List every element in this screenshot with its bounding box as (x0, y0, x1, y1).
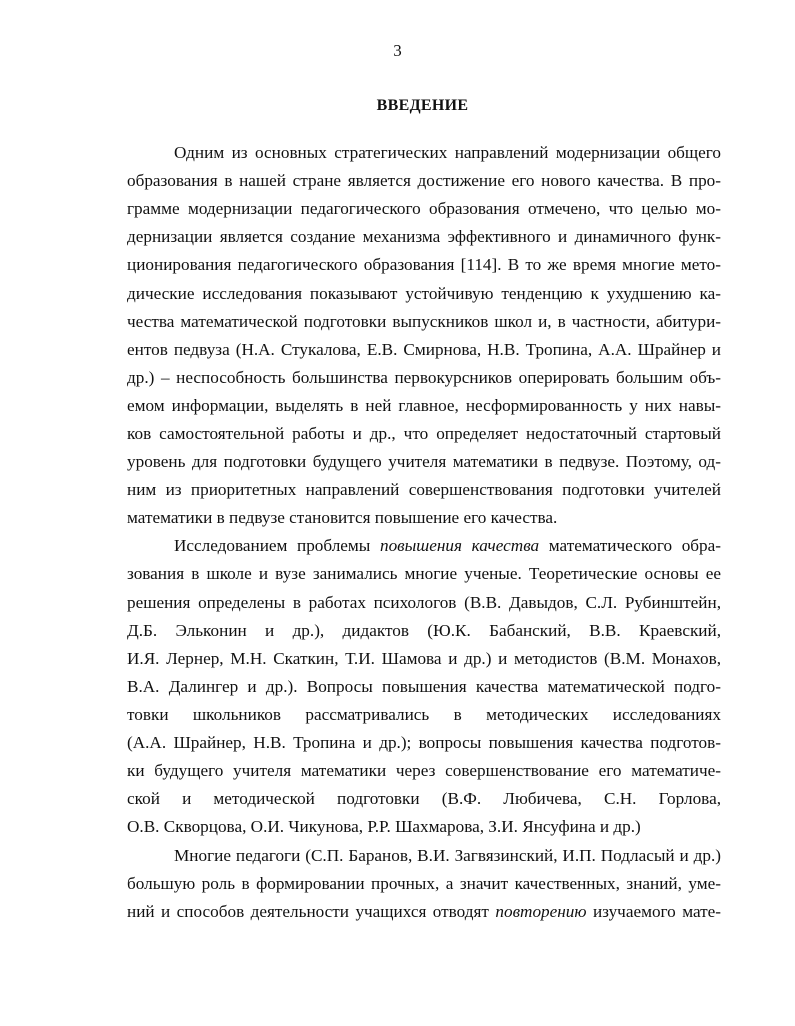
text-run: ний и способов деятельности учащихся отводят (127, 902, 496, 921)
paragraph-2-line (174, 535, 721, 557)
paragraph-2-line: И.Я. Лернер, М.Н. Скаткин, Т.И. Шамова и др.) и методистов (В.М. Монахов, (127, 649, 721, 668)
paragraph-1-line: грамме модернизации педагогического образования отмечено, что целью мо- (127, 199, 721, 218)
paragraph-2-line: (А.А. Шрайнер, Н.В. Тропина и др.); вопросы повышения качества подготов- (127, 733, 721, 752)
paragraph-1-line: математики в педвузе становится повышение его качества. (127, 508, 558, 527)
paragraph-1-line: ционирования педагогического образования [114]. В то же время многие мето- (127, 255, 721, 274)
paragraph-1-line: ентов педвуза (Н.А. Стукалова, Е.В. Смирнова, Н.В. Тропина, А.А. Шрайнер и (127, 340, 721, 359)
text-run: изучаемого мате- (586, 902, 721, 921)
paragraph-2-line: зования в школе и вузе занимались многие ученые. Теоретические основы ее (127, 564, 721, 583)
paragraph-3-line: Многие педагоги (С.П. Баранов, В.И. Загвязинский, И.П. Подласый и др.) (174, 846, 721, 865)
page-number: 3 (393, 41, 402, 60)
paragraph-1-line: ним из приоритетных направлений совершенствования подготовки учителей (127, 480, 721, 499)
paragraph-1-line: дернизации является создание механизма эффективного и динамичного функ- (127, 227, 721, 246)
paragraph-1-line: Одним из основных стратегических направлений модернизации общего (174, 143, 721, 162)
paragraph-2-line: ской и методической подготовки (В.Ф. Любичева, С.Н. Горлова, (127, 789, 721, 808)
paragraph-1-line: уровень для подготовки будущего учителя математики в педвузе. Поэтому, од- (127, 452, 721, 471)
paragraph-1-line: ков самостоятельной работы и др., что определяет недостаточный стартовый (127, 424, 721, 443)
paragraph-2-line: ки будущего учителя математики через совершенствование его математиче- (127, 761, 721, 780)
paragraph-2-line: В.А. Далингер и др.). Вопросы повышения качества математической подго- (127, 677, 721, 696)
paragraph-2-line: товки школьников рассматривались в методических исследованиях (127, 705, 721, 724)
paragraph-3-line: большую роль в формировании прочных, а значит качественных, знаний, уме- (127, 874, 721, 893)
text-run: Исследованием проблемы (174, 536, 380, 555)
paragraph-1-line: чества математической подготовки выпускников школ и, в частности, абитури- (127, 312, 721, 331)
paragraph-1-line: дические исследования показывают устойчивую тенденцию к ухудшению ка- (127, 284, 721, 303)
paragraph-1-line: образования в нашей стране является достижение его нового качества. В про- (127, 171, 721, 190)
paragraph-2-line: О.В. Скворцова, О.И. Чикунова, Р.Р. Шахмарова, З.И. Янсуфина и др.) (127, 817, 641, 836)
section-heading: ВВЕДЕНИЕ (376, 97, 469, 114)
paragraph-1-line: емом информации, выделять в ней главное, несформированность у них навы- (127, 396, 721, 415)
emphasized-term: повторению (495, 902, 587, 921)
paragraph-3-line (127, 901, 721, 923)
paragraph-1-line: др.) – неспособность большинства первокурсников оперировать большим объ- (127, 368, 721, 387)
paragraph-2-line: решения определены в работах психологов (В.В. Давыдов, С.Л. Рубинштейн, (127, 593, 721, 612)
paragraph-2-line: Д.Б. Эльконин и др.), дидактов (Ю.К. Бабанский, В.В. Краевский, (127, 621, 721, 640)
emphasized-term: повышения качества (379, 536, 540, 555)
text-run: математического обра- (539, 536, 721, 555)
